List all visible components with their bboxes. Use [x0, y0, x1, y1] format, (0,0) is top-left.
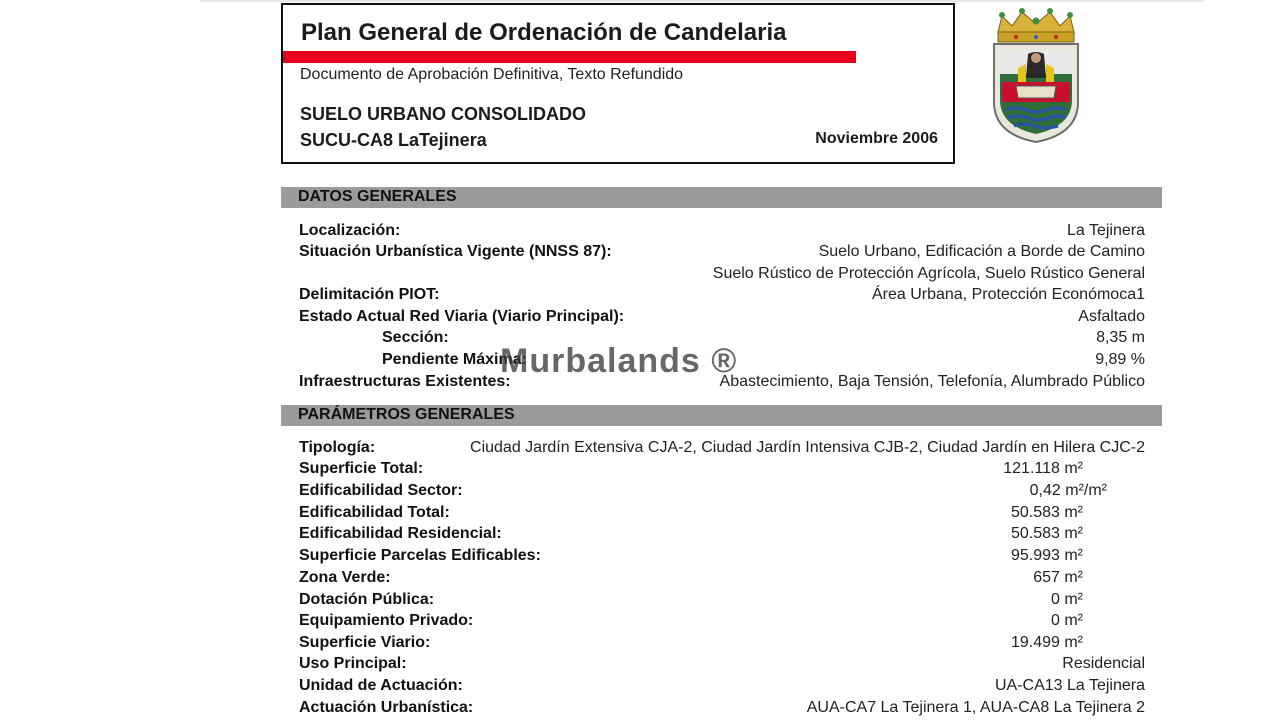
- row-value: Ciudad Jardín Extensiva CJA-2, Ciudad Jardín Intensiva CJB-2, Ciudad Jardín en Hilera CJC-2: [470, 439, 1145, 456]
- row-value: Residencial: [1062, 655, 1145, 672]
- row-value: 9,89 %: [1095, 351, 1145, 368]
- row-value: La Tejinera: [1067, 222, 1145, 239]
- row-value: 0 m²: [1051, 612, 1083, 629]
- row-value: 95.993 m²: [1010, 547, 1083, 564]
- row-label: Superficie Total:: [299, 460, 424, 477]
- data-row: [299, 655, 1145, 676]
- row-value: 50.583 m²: [1010, 525, 1083, 542]
- row-label: Sección:: [382, 329, 449, 346]
- document-title: Plan General de Ordenación de Candelaria: [301, 19, 787, 46]
- land-classification: SUELO URBANO CONSOLIDADO: [300, 104, 587, 124]
- data-row: [299, 243, 1145, 264]
- crown-icon: [998, 8, 1074, 42]
- data-row: [299, 591, 1145, 612]
- document-date: Noviembre 2006: [815, 130, 938, 147]
- row-value: Asfaltado: [1078, 308, 1145, 325]
- row-label: Infraestructuras Existentes:: [299, 373, 511, 390]
- row-label: Uso Principal:: [299, 655, 407, 672]
- row-value: 8,35 m: [1096, 329, 1145, 346]
- data-row: [299, 460, 1145, 481]
- row-label: Estado Actual Red Viaria (Viario Principal):: [299, 308, 625, 325]
- document-subtitle: Documento de Aprobación Definitiva, Texto Refundido: [300, 66, 684, 83]
- section-header-datos-generales: [281, 187, 1162, 208]
- title-underline-bar: [283, 51, 856, 63]
- row-label: Edificabilidad Total:: [299, 504, 450, 521]
- data-row: [299, 699, 1145, 720]
- section-header-parametros-generales: [281, 405, 1162, 426]
- data-row: [299, 634, 1145, 655]
- row-value: Área Urbana, Protección Económoca1: [871, 286, 1145, 303]
- data-row: [299, 504, 1145, 525]
- row-value: Suelo Urbano, Edificación a Borde de Camino: [818, 243, 1145, 260]
- data-row: [299, 612, 1145, 633]
- data-row: [299, 677, 1145, 698]
- row-value: 657 m²: [1033, 569, 1083, 586]
- row-value: 50.583 m²: [1010, 504, 1083, 521]
- municipal-coat-of-arms-icon: [988, 6, 1084, 144]
- data-row: [299, 265, 1145, 286]
- row-label: Zona Verde:: [299, 569, 391, 586]
- section-title: DATOS GENERALES: [298, 188, 457, 205]
- row-label: Situación Urbanística Vigente (NNSS 87):: [299, 243, 612, 260]
- row-label: Superficie Parcelas Edificables:: [299, 547, 541, 564]
- row-label: Delimitación PIOT:: [299, 286, 440, 303]
- row-value: AUA-CA7 La Tejinera 1, AUA-CA8 La Tejinera 2: [806, 699, 1145, 716]
- data-row: [299, 286, 1145, 307]
- row-label: Edificabilidad Residencial:: [299, 525, 502, 542]
- data-row: [299, 547, 1145, 568]
- section-title: PARÁMETROS GENERALES: [298, 406, 515, 423]
- row-label: Superficie Viario:: [299, 634, 431, 651]
- sector-code: SUCU-CA8 LaTejinera: [300, 130, 487, 150]
- row-value: UA-CA13 La Tejinera: [994, 677, 1145, 694]
- watermark: Murbalands ®: [500, 342, 738, 380]
- data-row: [299, 525, 1145, 546]
- row-value: Suelo Rústico de Protección Agrícola, Suelo Rústico General: [712, 265, 1145, 282]
- row-label: Dotación Pública:: [299, 591, 435, 608]
- document-header: [281, 3, 955, 164]
- row-value: Abastecimiento, Baja Tensión, Telefonía, Alumbrado Público: [719, 373, 1145, 390]
- data-row: [299, 222, 1145, 243]
- data-row: [299, 569, 1145, 590]
- data-row: [299, 308, 1145, 329]
- row-label: Actuación Urbanística:: [299, 699, 474, 716]
- data-row: [299, 439, 1145, 460]
- row-label: Pendiente Máxima:: [382, 351, 527, 368]
- data-row: [299, 482, 1145, 503]
- row-label: Tipología:: [299, 439, 376, 456]
- row-label: Unidad de Actuación:: [299, 677, 463, 694]
- row-label: Localización:: [299, 222, 401, 239]
- row-value: 0 m²: [1051, 591, 1083, 608]
- row-value: 121.118 m²: [1003, 460, 1083, 477]
- row-value: 0,42 m²/m²: [1029, 482, 1107, 499]
- row-label: Edificabilidad Sector:: [299, 482, 463, 499]
- row-label: Equipamiento Privado:: [299, 612, 474, 629]
- row-value: 19.499 m²: [1010, 634, 1083, 651]
